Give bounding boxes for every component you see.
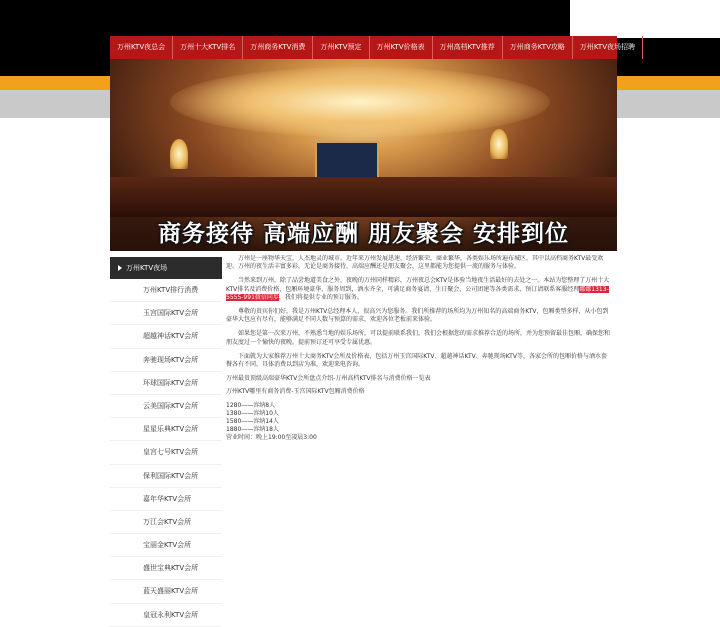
- article-paragraph: 万州是一座物华天宝，人杰地灵的城市。近年来万州发展迅速，经济繁荣，商业繁华，各类娱乐场所遍布城区，其中以高档商务KTV最受欢迎。万州的夜生活丰富多彩，无论是商务接待、高端应酬还是朋友聚会，这里都能为您提供一流的服务与体验。: [226, 255, 604, 271]
- price-list: [226, 402, 612, 443]
- nav-item-price-list[interactable]: 万州KTV价格表: [370, 36, 433, 59]
- sidebar-item[interactable]: 皇宫七号KTV会所: [110, 441, 222, 464]
- sidebar-item[interactable]: 星星乐典KTV会所: [110, 418, 222, 441]
- nav-item-ktv-nightclub[interactable]: 万州KTV夜总会: [110, 36, 173, 59]
- sidebar-item[interactable]: 宝丽金KTV会所: [110, 534, 222, 557]
- sidebar-item[interactable]: 盛世宝典KTV会所: [110, 557, 222, 580]
- article-paragraph: 尊敬的贵宾你们好，我是万州KTV总经理本人，很高兴为您服务。我们所推荐的场所均为万州知名的高端商务KTV，包厢类型多样，从小包到豪华大包应有尽有，能够满足不同人数与预算的需求，欢迎各位老板前来体验。: [226, 308, 609, 324]
- hero-banner: [110, 59, 617, 251]
- sidebar-header: [110, 257, 222, 279]
- article-body: [226, 255, 612, 540]
- nav-item-business-ktv[interactable]: 万州商务KTV消费: [243, 36, 313, 59]
- price-row: 1580——容纳14人: [226, 418, 279, 426]
- article-paragraph: [226, 277, 612, 302]
- article-link-line[interactable]: 万州最贵顶级高端豪华KTV会所盘点介绍-万州高档KTV排名与消费价格一览表: [226, 375, 431, 383]
- sidebar-item[interactable]: 蓝天盛丽KTV会所: [110, 580, 222, 603]
- lamp-icon: [170, 139, 188, 169]
- banner-caption: [110, 211, 617, 251]
- sidebar-item[interactable]: 万江会KTV会所: [110, 511, 222, 534]
- banner-slogan: 商务接待 高端应酬 朋友聚会 安排到位: [157, 220, 570, 247]
- page-container: [110, 36, 635, 619]
- nav-item-recruitment[interactable]: 万州KTV夜场招聘: [573, 36, 643, 59]
- chandelier-ceiling: [170, 67, 550, 137]
- sidebar-item[interactable]: 玉宫国际KTV会所: [110, 302, 222, 325]
- sidebar-item[interactable]: 环球国际KTV会所: [110, 372, 222, 395]
- article-text: 当然来到万州，除了品尝地道美食之外，夜晚的万州同样精彩，万州夜总会KTV是体验当地夜生活最好的去处之一。本站为您整理了万州十大KTV排名及消费价格，包厢环境豪华，服务周到，酒水齐全，可满足商务宴请、生日聚会、公司团建等各类需求，预订请联系客服经理: [226, 277, 610, 293]
- price-row: 1880——容纳18人: [226, 426, 279, 434]
- price-list-title: 万州KTV哪里有商务消费-玉宫国际KTV包厢消费价格: [226, 388, 365, 396]
- header-corner: [570, 0, 720, 38]
- triangle-bullet-icon: [118, 265, 122, 271]
- nav-item-top10-ranking[interactable]: 万州十大KTV排名: [173, 36, 243, 59]
- main-nav: [110, 36, 635, 59]
- sidebar-item[interactable]: 云美国际KTV会所: [110, 395, 222, 418]
- contact-phone[interactable]: 娜娜1313-5555-991微信同步: [226, 285, 609, 301]
- nav-item-booking[interactable]: 万州KTV预定: [313, 36, 369, 59]
- sidebar-item[interactable]: 奔驰现场KTV会所: [110, 349, 222, 372]
- price-row: 1280——容纳8人: [226, 401, 276, 409]
- sidebar-item[interactable]: 皇冠永利KTV会所: [110, 604, 222, 627]
- nav-item-premium-ktv[interactable]: 万州高档KTV推荐: [433, 36, 503, 59]
- sidebar: [110, 257, 222, 619]
- price-row: 1380——容纳10人: [226, 409, 279, 417]
- sidebar-item[interactable]: 嘉年华KTV会所: [110, 488, 222, 511]
- sidebar-list: [110, 279, 222, 627]
- sidebar-title: 万州KTV夜场: [126, 264, 168, 272]
- sidebar-item[interactable]: 超越神话KTV会所: [110, 325, 222, 348]
- sidebar-item[interactable]: 保利国际KTV会所: [110, 465, 222, 488]
- article-text: ，我们将提供专业的预订服务。: [278, 293, 363, 301]
- sidebar-item[interactable]: 万州KTV排行消费: [110, 279, 222, 302]
- business-hours: 营业时间：晚上19:00至凌晨3:00: [226, 434, 317, 442]
- article-paragraph: 下面就为大家推荐万州十大商务KTV会所及价格表，包括万州玉宫国际KTV、超越神话KTV、奔驰现场KTV等，各家会所的包厢价格与酒水套餐各有不同，具体消费以到店为准，欢迎来电咨询。: [226, 352, 607, 369]
- lamp-icon: [490, 129, 508, 159]
- article-paragraph: 如果您是第一次来万州，不熟悉当地的娱乐场所，可以提前联系我们，我们会根据您的需求推荐合适的场所，并为您预留最佳包厢，确保您和朋友度过一个愉快的夜晚。提前预订还可享受专属优惠。: [226, 330, 611, 346]
- nav-item-guide[interactable]: 万州商务KTV攻略: [503, 36, 573, 59]
